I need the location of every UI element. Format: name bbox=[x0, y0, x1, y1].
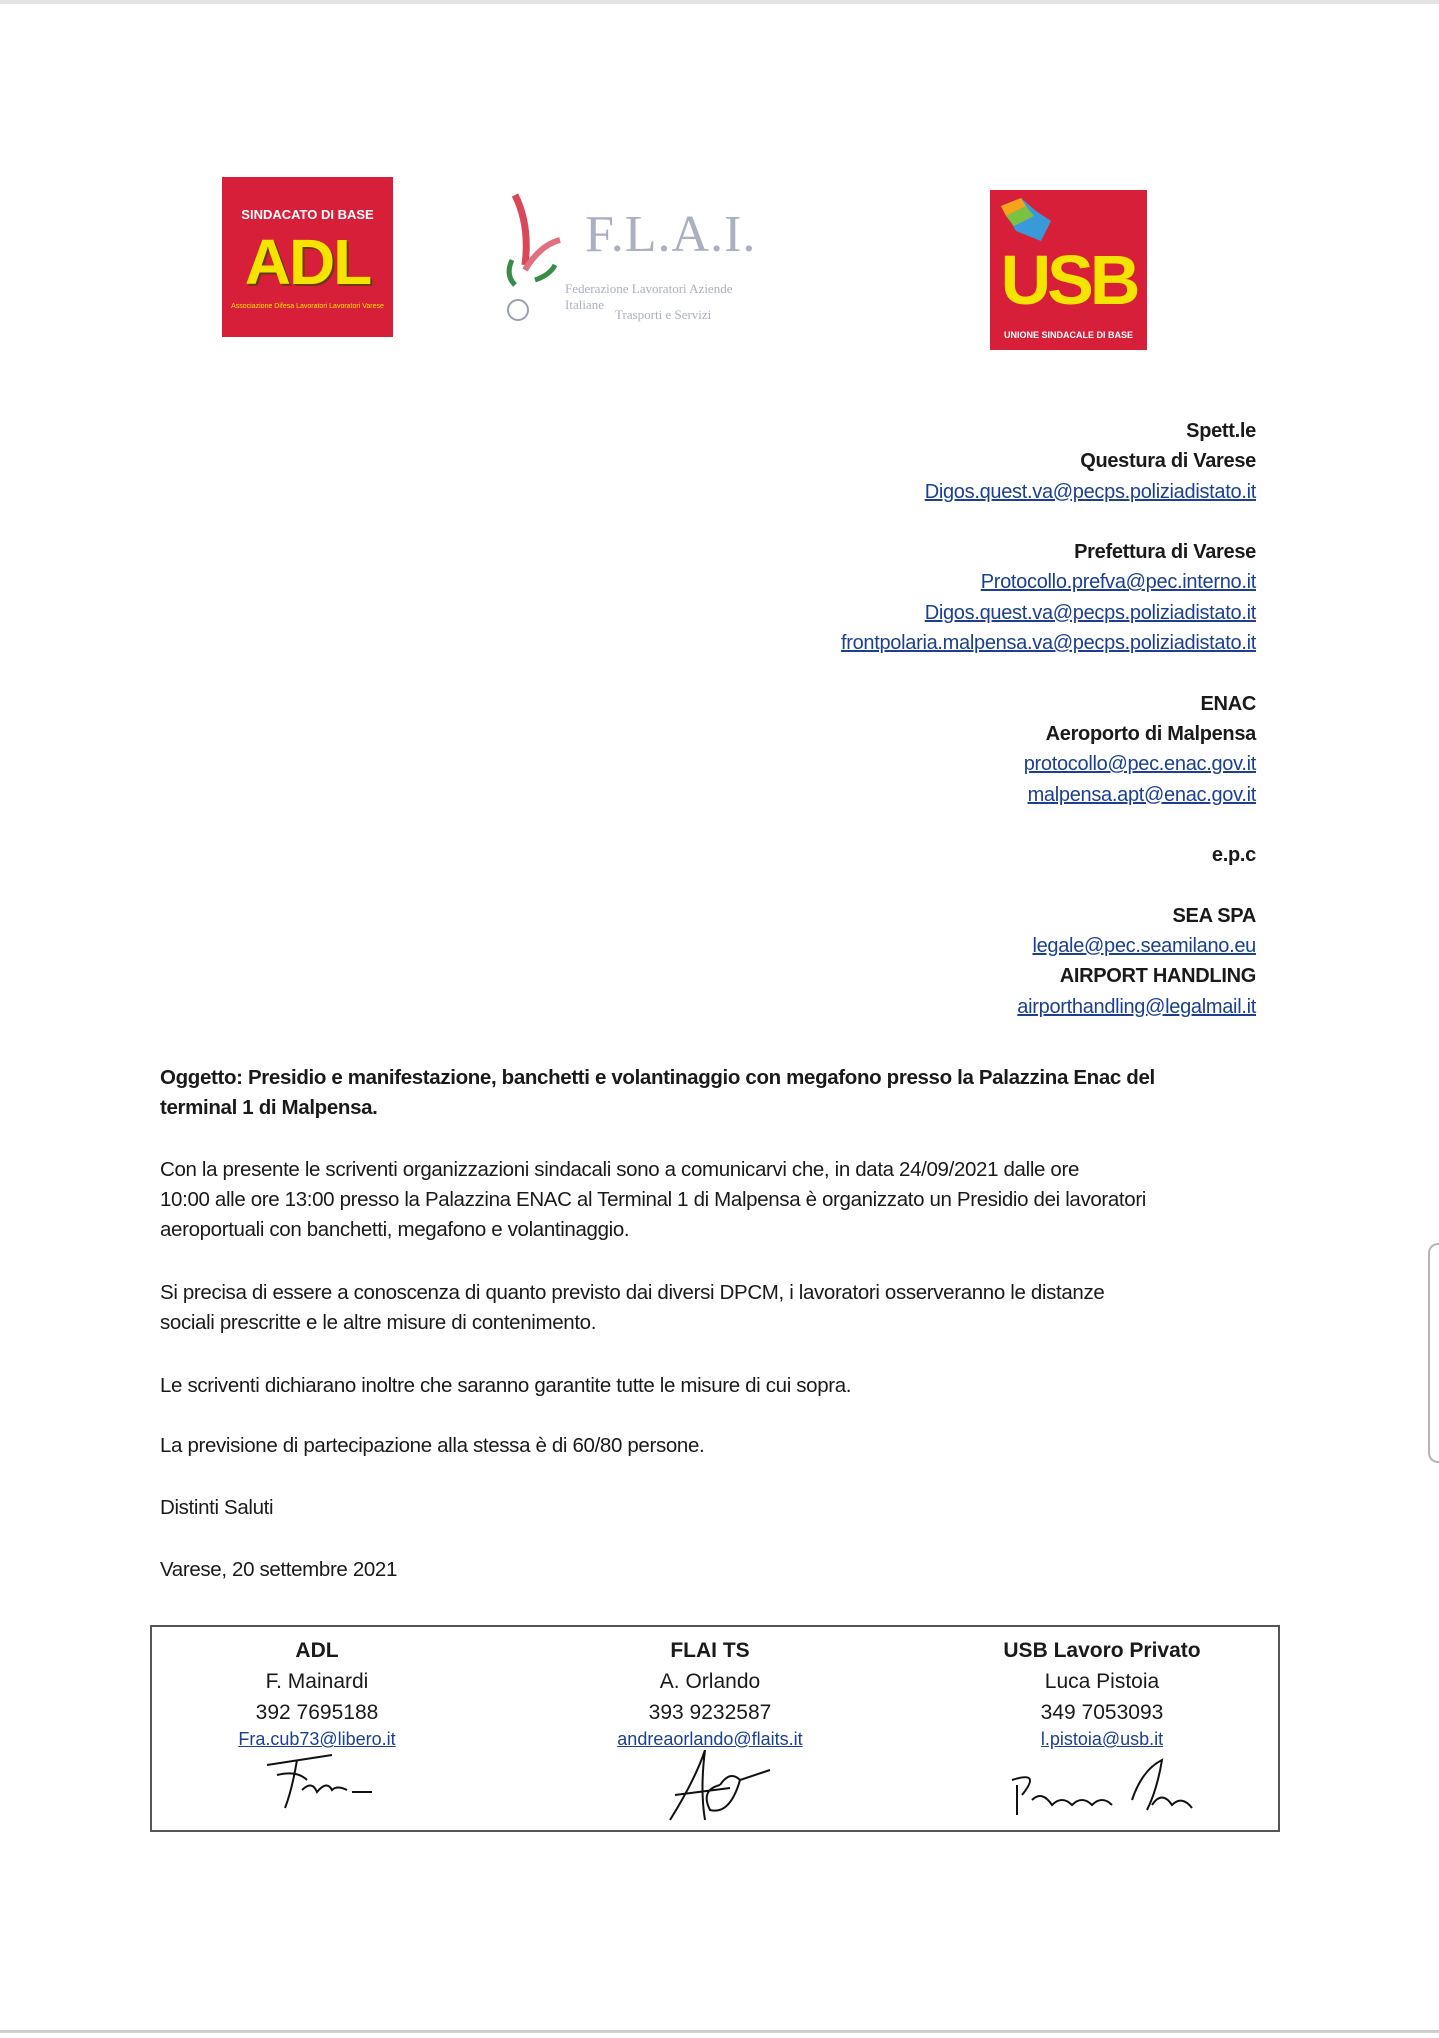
paragraph-1-line-3: aeroportuali con banchetti, megafono e volantinaggio. bbox=[160, 1218, 630, 1241]
signatory-flai bbox=[530, 1635, 890, 1825]
usb-rainbow-flag-icon bbox=[996, 196, 1056, 246]
email-link-enac-1[interactable]: protocollo@pec.enac.gov.it bbox=[1023, 753, 1256, 776]
signatory-phone: 393 9232587 bbox=[648, 1701, 772, 1724]
paragraph-1-line-2: 10:00 alle ore 13:00 presso la Palazzina ENAC al Terminal 1 di Malpensa è organizzato un Presidio dei lavoratori bbox=[160, 1188, 1147, 1211]
signatory-phone: 349 7053093 bbox=[1040, 1701, 1164, 1724]
email-link-enac-2[interactable]: malpensa.apt@enac.gov.it bbox=[1027, 783, 1256, 806]
usb-logo-sub: UNIONE SINDACALE DI BASE bbox=[1003, 330, 1133, 340]
signatory-email-link[interactable]: Fra.cub73@libero.it bbox=[238, 1729, 396, 1749]
epc-label: e.p.c bbox=[1211, 844, 1256, 867]
flai-emblem-icon bbox=[490, 185, 570, 335]
paragraph-3: Le scriventi dichiarano inoltre che saranno garantite tutte le misure di cui sopra. bbox=[160, 1374, 852, 1397]
scrollbar-edge bbox=[1428, 1243, 1439, 1463]
flai-logo-sub1: Federazione Lavoratori Aziende Italiane bbox=[565, 281, 733, 312]
salutation: Spett.le bbox=[1186, 420, 1256, 442]
adl-logo-top: SINDACATO DI BASE bbox=[241, 207, 374, 222]
signatory-name: F. Mainardi bbox=[265, 1670, 369, 1693]
signatory-name: A. Orlando bbox=[659, 1670, 761, 1693]
recipient-questura: Questura di Varese bbox=[1080, 450, 1256, 473]
subject-line-1: Oggetto: Presidio e manifestazione, banchetti e volantinaggio con megafono presso la Palazzina Enac del bbox=[160, 1066, 1155, 1089]
signatory-usb bbox=[922, 1635, 1282, 1820]
flai-logo bbox=[490, 185, 770, 335]
signatory-email-link[interactable]: andreaorlando@flaits.it bbox=[617, 1729, 803, 1749]
signatures-box bbox=[150, 1625, 1280, 1832]
page-bottom-edge bbox=[0, 2030, 1439, 2033]
place-date: Varese, 20 settembre 2021 bbox=[160, 1558, 398, 1581]
paragraph-4: La previsione di partecipazione alla stessa è di 60/80 persone. bbox=[160, 1434, 705, 1457]
email-link-sea[interactable]: legale@pec.seamilano.eu bbox=[1032, 935, 1256, 958]
closing: Distinti Saluti bbox=[160, 1496, 274, 1519]
paragraph-2-line-2: sociali prescritte e le altre misure di contenimento. bbox=[160, 1311, 597, 1334]
email-link-prefettura-3[interactable]: frontpolaria.malpensa.va@pecps.poliziadistato.it bbox=[840, 632, 1256, 655]
signature-orlando bbox=[630, 1750, 790, 1825]
adl-logo-main: ADL bbox=[244, 226, 371, 298]
signatory-org: USB Lavoro Privato bbox=[1003, 1639, 1201, 1662]
adl-logo bbox=[222, 177, 393, 337]
signatory-org: ADL bbox=[295, 1639, 339, 1662]
signatory-org: FLAI TS bbox=[670, 1639, 750, 1662]
email-link-prefettura-1[interactable]: Protocollo.prefva@pec.interno.it bbox=[980, 571, 1256, 594]
recipients-block bbox=[841, 416, 1256, 1022]
email-link-questura[interactable]: Digos.quest.va@pecps.poliziadistato.it bbox=[924, 480, 1256, 503]
signatory-email-link[interactable]: l.pistoia@usb.it bbox=[1040, 1729, 1164, 1749]
usb-logo bbox=[990, 190, 1147, 350]
signatory-adl bbox=[137, 1635, 497, 1810]
recipient-sea: SEA SPA bbox=[1172, 904, 1256, 927]
recipient-handling: AIRPORT HANDLING bbox=[1059, 965, 1256, 988]
recipient-enac-sub: Aeroporto di Malpensa bbox=[1045, 722, 1256, 745]
email-link-prefettura-2[interactable]: Digos.quest.va@pecps.poliziadistato.it bbox=[924, 601, 1256, 624]
signatory-name: Luca Pistoia bbox=[1044, 1670, 1160, 1693]
usb-logo-main: USB bbox=[1000, 241, 1137, 319]
page-top-edge bbox=[0, 0, 1439, 4]
recipient-prefettura: Prefettura di Varese bbox=[1074, 541, 1256, 564]
flai-logo-main: F.L.A.I. bbox=[585, 206, 757, 263]
flai-logo-sub2: Trasporti e Servizi bbox=[615, 307, 712, 322]
email-link-handling[interactable]: airporthandling@legalmail.it bbox=[1017, 995, 1256, 1018]
signatory-phone: 392 7695188 bbox=[255, 1701, 379, 1724]
paragraph-1-line-1: Con la presente le scriventi organizzazioni sindacali sono a comunicarvi che, in data 24/09/2021 dalle ore bbox=[160, 1158, 1079, 1181]
signature-mainardi bbox=[237, 1750, 397, 1810]
signature-pistoia bbox=[972, 1750, 1232, 1820]
subject-line-2: terminal 1 di Malpensa. bbox=[160, 1096, 378, 1119]
recipient-enac: ENAC bbox=[1200, 692, 1256, 715]
adl-logo-sub: Associazione Difesa Lavoratori Lavoratori Varese bbox=[231, 303, 384, 310]
paragraph-2-line-1: Si precisa di essere a conoscenza di quanto previsto dai diversi DPCM, i lavoratori osserveranno le distanze bbox=[160, 1281, 1105, 1304]
